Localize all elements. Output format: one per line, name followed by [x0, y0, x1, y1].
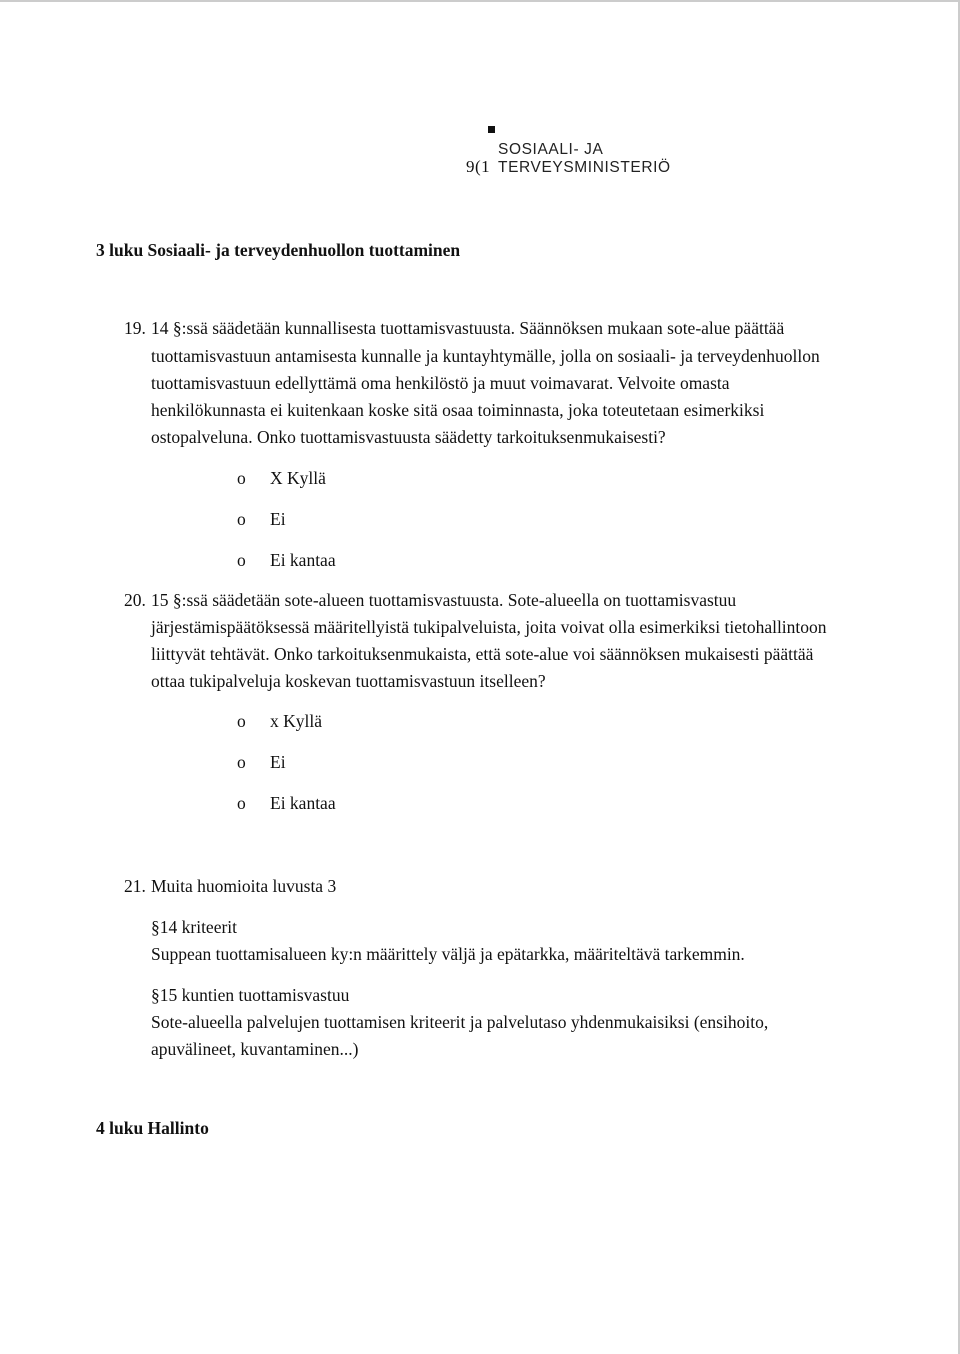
- question-19-line-3: tuottamisvastuun edellyttämä oma henkilöstö ja muut voimavarat. Velvoite omasta: [151, 373, 730, 393]
- question-19-line-1: 14 §:ssä säädetään kunnallisesta tuottamisvastuusta. Säännöksen mukaan sote-alue päättää: [151, 318, 785, 338]
- logo-prefix: 9(1: [466, 157, 491, 176]
- page-edge-top: [0, 0, 960, 2]
- chapter-4-heading: 4 luku Hallinto: [96, 1118, 209, 1138]
- logo-line-2: TERVEYSMINISTERIÖ: [498, 159, 671, 176]
- question-20-line-1: 15 §:ssä säädetään sote-alueen tuottamisvastuusta. Sote-alueella on tuottamisvastuu: [151, 590, 737, 610]
- comment-1-text: Suppean tuottamisalueen ky:n määrittely väljä ja epätarkka, määriteltävä tarkemmin.: [151, 944, 745, 964]
- question-20-number: 20.: [124, 590, 146, 610]
- comment-2-heading: §15 kuntien tuottamisvastuu: [151, 985, 350, 1005]
- chapter-3-heading: 3 luku Sosiaali- ja terveydenhuollon tuottaminen: [96, 240, 461, 260]
- option-bullet: o: [237, 752, 246, 772]
- option-bullet: o: [237, 550, 246, 570]
- question-20-line-4: ottaa tukipalveluja koskevan tuottamisvastuun itselleen?: [151, 671, 546, 691]
- q19-option-kylla: X Kyllä: [270, 468, 326, 488]
- comment-2-line-2: apuvälineet, kuvantaminen...): [151, 1039, 359, 1059]
- q20-option-ei: Ei: [270, 752, 286, 772]
- ministry-logo-icon: [488, 126, 495, 133]
- question-20-line-2: järjestämispäätöksessä määritellyistä tukipalveluista, joita voivat olla esimerkiksi tietohallintoon: [151, 617, 827, 637]
- question-19-line-4: henkilökunnasta ei kuitenkaan koske sitä osaa toiminnasta, joka toteutetaan esimerkiksi: [151, 400, 765, 420]
- question-21-title: Muita huomioita luvusta 3: [151, 876, 337, 896]
- option-bullet: o: [237, 711, 246, 731]
- question-21-number: 21.: [124, 876, 146, 896]
- q19-option-ei-kantaa: Ei kantaa: [270, 550, 336, 570]
- option-bullet: o: [237, 468, 246, 488]
- comment-2-line-1: Sote-alueella palvelujen tuottamisen kriteerit ja palvelutaso yhdenmukaisiksi (ensihoito,: [151, 1012, 769, 1032]
- q19-option-ei: Ei: [270, 509, 286, 529]
- question-19-number: 19.: [124, 318, 146, 338]
- logo-line-1: SOSIAALI- JA: [498, 141, 604, 158]
- question-19-line-5: ostopalveluna. Onko tuottamisvastuusta säädetty tarkoituksenmukaisesti?: [151, 427, 666, 447]
- option-bullet: o: [237, 793, 246, 813]
- comment-1-heading: §14 kriteerit: [151, 917, 238, 937]
- option-bullet: o: [237, 509, 246, 529]
- question-19-line-2: tuottamisvastuun antamisesta kunnalle ja kuntayhtymälle, jolla on sosiaali- ja terveydenhuollon: [151, 346, 820, 366]
- q20-option-ei-kantaa: Ei kantaa: [270, 793, 336, 813]
- q20-option-kylla: x Kyllä: [270, 711, 323, 731]
- question-20-line-3: liittyvät tehtävät. Onko tarkoituksenmukaista, että sote-alue voi säännöksen mukaisesti päättää: [151, 644, 814, 664]
